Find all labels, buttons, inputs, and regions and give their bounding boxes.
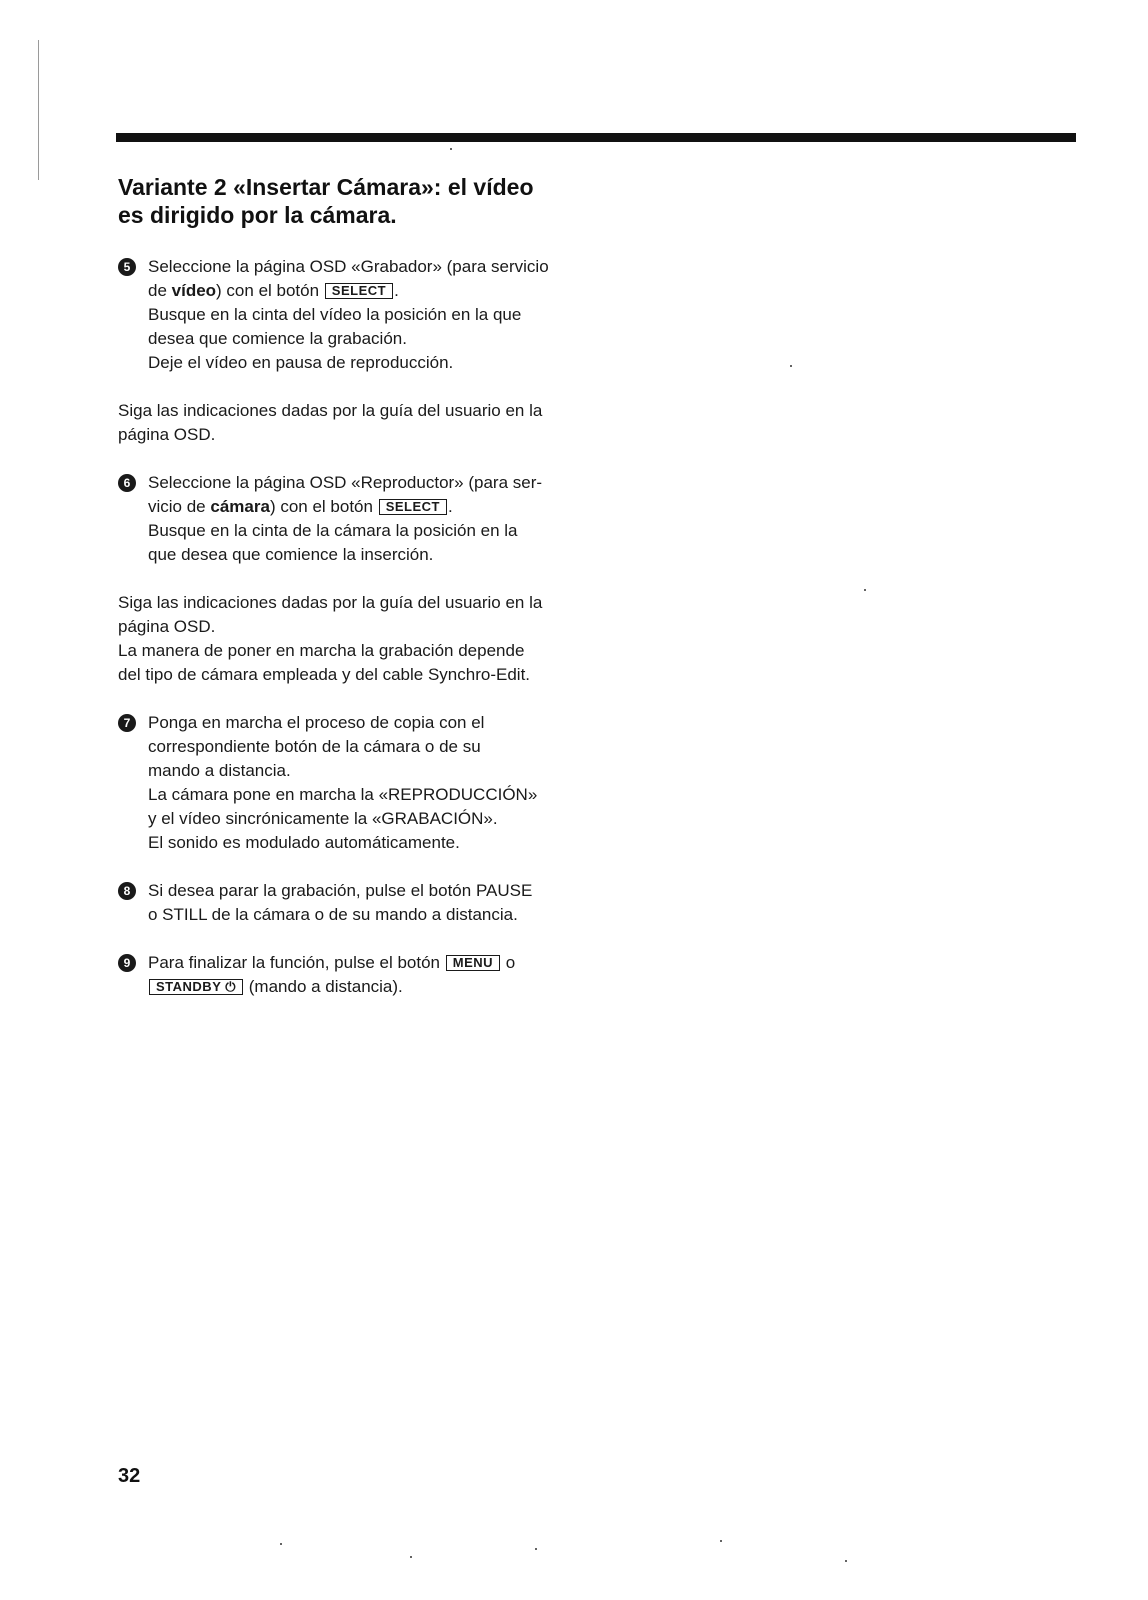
step-8-text: Si desea parar la grabación, pulse el botón PAUSE o STILL de la cámara o de su mando a distancia.: [148, 881, 533, 924]
step-6: [118, 471, 588, 567]
scan-speck: [450, 148, 452, 150]
standby-key-label: STANDBY ⏻: [149, 979, 243, 995]
step-9-text: Para finalizar la función, pulse el botón MENU o STANDBY ⏻ (mando a distancia).: [148, 953, 516, 996]
menu-key-label: MENU: [446, 955, 500, 971]
scan-speck: [845, 1560, 847, 1562]
step-7: [118, 711, 588, 855]
select-key-label: SELECT: [325, 283, 393, 299]
scan-speck: [280, 1543, 282, 1545]
section-heading: [118, 173, 588, 229]
step-5-number-icon: 5: [118, 258, 136, 276]
heading-line-1: Variante 2 «Insertar Cámara»: el vídeo: [118, 174, 534, 200]
step-6-text: Seleccione la página OSD «Reproductor» (para ser- vicio de cámara) con el botón SELECT . Busque en la cinta de la cámara la posición en la que desea que comience la inserción.: [148, 473, 543, 564]
step-8-number-icon: 8: [118, 882, 136, 900]
page-number: 32: [118, 1465, 141, 1487]
step-8: [118, 879, 588, 927]
heading-line-2: es dirigido por la cámara.: [118, 202, 397, 228]
scan-speck: [864, 589, 866, 591]
step-7-number-icon: 7: [118, 714, 136, 732]
step-9: [118, 951, 588, 999]
margin-line: [38, 40, 39, 180]
paragraph-osd-guide-1: Siga las indicaciones dadas por la guía del usuario en la página OSD.: [118, 401, 543, 444]
select-key-label: SELECT: [379, 499, 447, 515]
step-5: [118, 255, 588, 375]
step-5-text: Seleccione la página OSD «Grabador» (para servicio de vídeo) con el botón SELECT . Busque en la cinta del vídeo la posición en la que desea que comience la grabación. Deje el vídeo en pausa de reproducción.: [148, 257, 549, 372]
step-9-number-icon: 9: [118, 954, 136, 972]
document-content: [118, 173, 588, 1023]
paragraph-osd-guide-2: Siga las indicaciones dadas por la guía del usuario en la página OSD. La manera de poner en marcha la grabación depende del tipo de cámara empleada y del cable Synchro-Edit.: [118, 593, 543, 684]
scan-speck: [410, 1556, 412, 1558]
step-7-text: Ponga en marcha el proceso de copia con el correspondiente botón de la cámara o de su mando a distancia. La cámara pone en marcha la «REPRODUCCIÓN» y el vídeo sincrónicamente la «GRABACIÓN». El sonido es modulado automáticamente.: [148, 713, 538, 852]
scan-speck: [720, 1540, 722, 1542]
top-rule: [116, 133, 1076, 142]
step-6-number-icon: 6: [118, 474, 136, 492]
scan-speck: [790, 365, 792, 367]
scan-speck: [535, 1548, 537, 1550]
